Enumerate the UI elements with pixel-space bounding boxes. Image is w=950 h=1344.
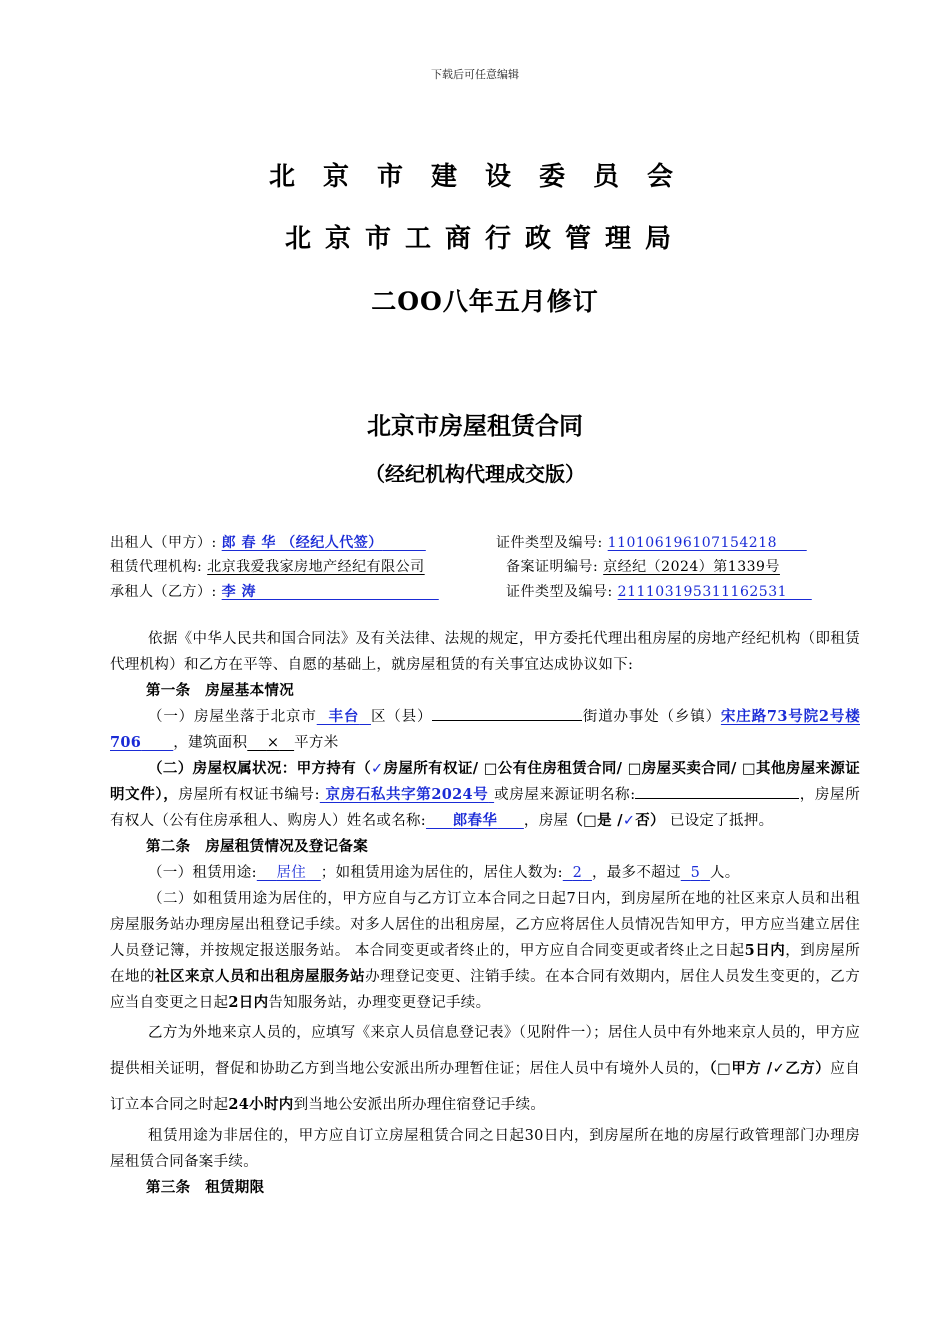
agency-label: 租赁代理机构: xyxy=(110,559,203,575)
article-2-usage: （一）租赁用途: 居住 ；如租赁用途为居住的，居住人数为: 2 ，最多不超过 5 人。 xyxy=(148,865,740,881)
issuer-line-2: 北京市工商行政管理局 xyxy=(284,224,685,254)
max-residents-value: 5 xyxy=(690,865,701,881)
contract-title: 北京市房屋租赁合同 xyxy=(367,411,583,440)
lessee-value: 李 涛 xyxy=(221,584,257,600)
address-value: 宋庄路73号院2号楼706 xyxy=(110,708,860,751)
lessee-label: 承租人（乙方）: xyxy=(110,584,217,600)
source-blank-2 xyxy=(657,784,799,799)
district-value: 丰台 xyxy=(328,708,360,725)
cert-number-value: 京房石私共字第2024号 xyxy=(325,786,489,803)
contract-body xyxy=(110,626,860,1201)
article-2-heading: 第二条 房屋租赁情况及登记备案 xyxy=(146,838,368,855)
lessee-id-label: 证件类型及编号: xyxy=(506,584,613,600)
article-2-registration: （二）如租赁用途为居住的，甲方应自与乙方订立本合同之日起7日内，到房屋所在地的社区来京人员和出租房屋服务站办理房屋出租登记手续。对多人居住的出租房屋，乙方应将居住人员情况告知甲方，甲方应当建立居住人员登记簿，并按规定报送服务站。 本合同变更或者终止的，甲方应自合同变更或者终止之日起5日内，到房屋所在地的社区来京人员和出租房屋服务站办理登记变更、注销手续。在本合同有效期内，居住人员发生变更的，乙方应当自变更之日起2日内告知服务站，办理变更登记手续。 xyxy=(110,891,860,1011)
contract-subtitle: （经纪机构代理成交版） xyxy=(365,462,585,486)
lessor-label: 出租人（甲方）: xyxy=(110,535,217,551)
issuer-line-1: 北京市建设委员会 xyxy=(268,162,701,192)
page-header-note: 下载后可任意编辑 xyxy=(431,68,519,81)
article-2-nonlocal: 乙方为外地来京人员的，应填写《来京人员信息登记表》（见附件一）；居住人员中有外地来京人员的，甲方应提供相关证明，督促和协助乙方到当地公安派出所办理暂住证；居住人员中有境外人员的，（□甲方 /✓乙方）应自订立本合同之时起24小时内到当地公安派出所办理住宿登记手续。 xyxy=(110,1025,861,1113)
revision-date: 二OO八年五月修订 xyxy=(371,287,599,316)
residents-value: 2 xyxy=(572,865,583,881)
article-1-heading: 第一条 房屋基本情况 xyxy=(146,682,294,699)
checkmark-icon: ✓ xyxy=(370,761,384,777)
article-1-ownership: （二）房屋权属状况：甲方持有（✓房屋所有权证/ □公有住房租赁合同/ □房屋买卖合同/ □其他房屋来源证明文件），房屋所有权证书编号: 京房石私共字第2024号 或房屋来源证明名称: ，房屋所有权人（公有住房承租人、购房人）姓名或名称: 郎春华 ，房屋（□是 /✓否） 已设定了抵押。 xyxy=(110,760,861,829)
checkmark-icon-party: ✓ xyxy=(772,1061,786,1077)
owner-value: 郎春华 xyxy=(452,812,498,829)
agency-row xyxy=(110,556,780,576)
lessor-id-label: 证件类型及编号: xyxy=(496,535,603,551)
article-3-heading: 第三条 租赁期限 xyxy=(146,1179,265,1196)
agency-cert-label: 备案证明编号: xyxy=(506,559,599,575)
checkmark-icon-mortgage: ✓ xyxy=(622,813,636,829)
lessee-row xyxy=(110,581,788,601)
intro-paragraph: 依据《中华人民共和国合同法》及有关法律、法规的规定，甲方委托代理出租房屋的房地产经纪机构（即租赁代理机构）和乙方在平等、自愿的基础上，就房屋租赁的有关事宜达成协议如下: xyxy=(110,631,860,673)
lessor-value: 郎 春 华 （经纪人代签） xyxy=(221,535,383,551)
source-blank xyxy=(635,784,657,799)
agency-value: 北京我爱我家房地产经纪有限公司 xyxy=(207,559,425,575)
lessor-id-value: 110106196107154218 xyxy=(607,535,778,551)
street-blank xyxy=(432,706,582,721)
article-1-location: （一）房屋坐落于北京市 丰台 区（县） 街道办事处（乡镇）宋庄路73号院2号楼706 ，建筑面积 × 平方米 xyxy=(110,708,860,751)
usage-value: 居住 xyxy=(276,865,307,881)
agency-cert-value: 京经纪（2024）第1339号 xyxy=(603,559,780,575)
area-value: × xyxy=(266,735,280,751)
lessee-id-value: 211103195311162531 xyxy=(617,584,788,600)
lessor-row xyxy=(110,532,778,552)
article-2-nonresidential: 租赁用途为非居住的，甲方应自订立房屋租赁合同之日起30日内，到房屋所在地的房屋行政管理部门办理房屋租赁合同备案手续。 xyxy=(110,1128,860,1170)
